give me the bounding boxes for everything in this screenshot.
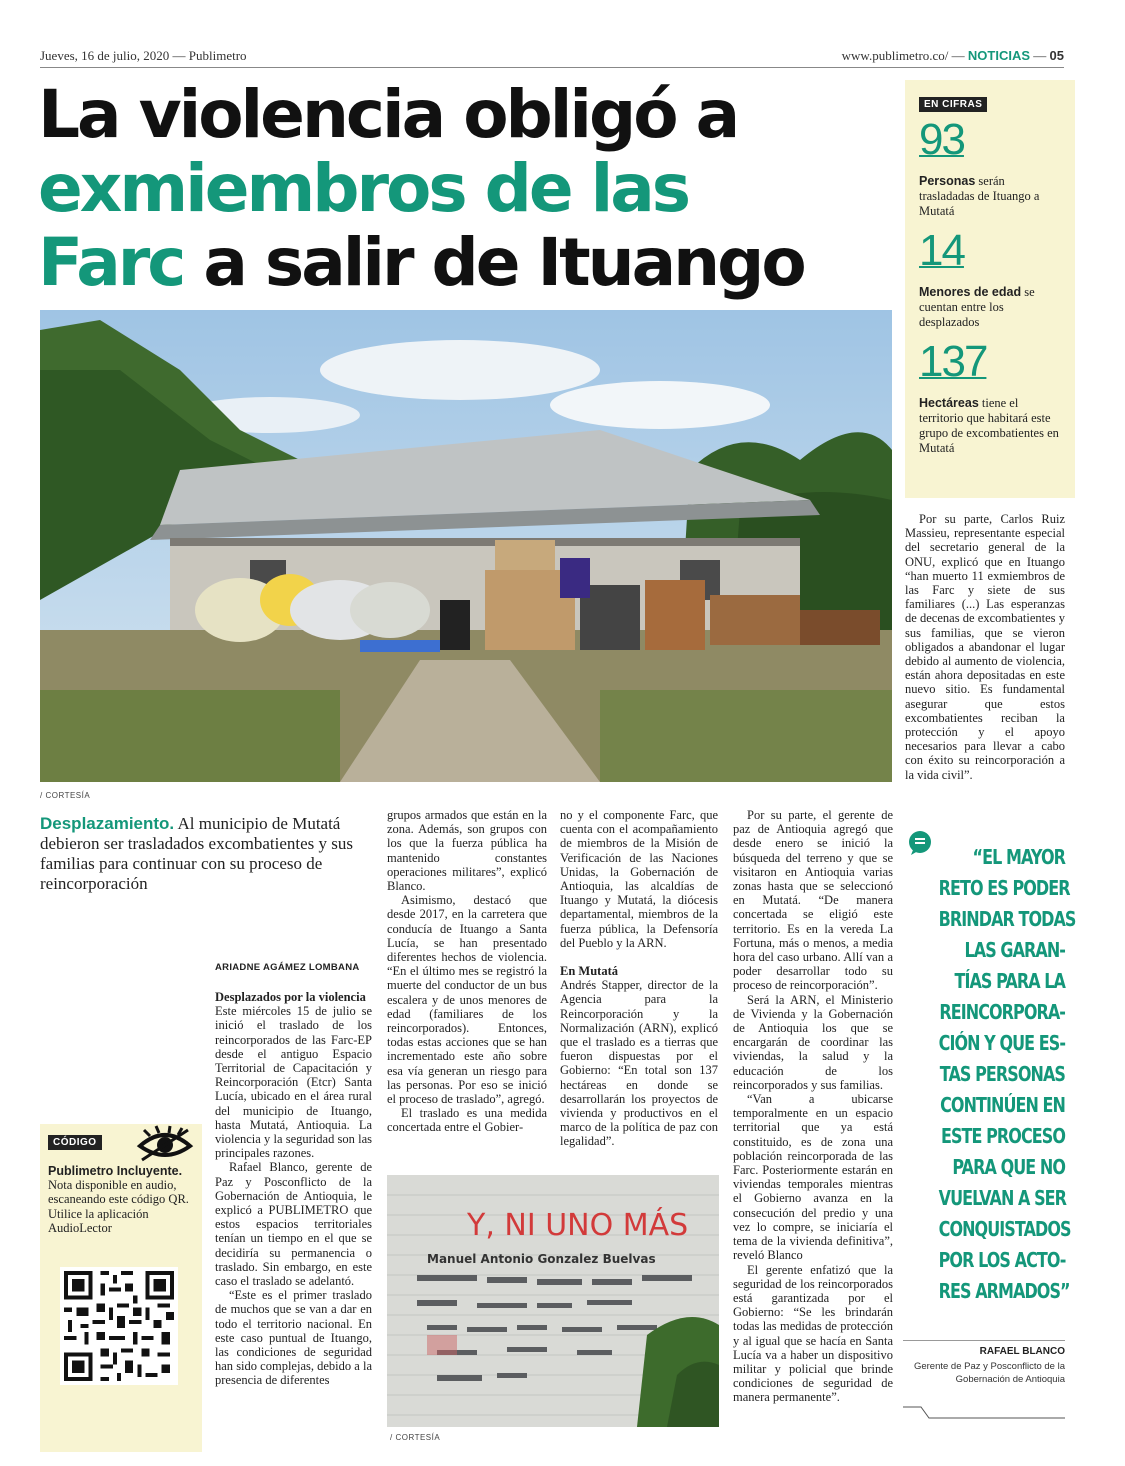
eye-icon (136, 1124, 194, 1162)
lede (40, 814, 370, 894)
main-photo (40, 310, 892, 782)
lede-kicker: Desplazamiento. (40, 814, 175, 833)
headline-line-3: a salir de Ituango (183, 224, 804, 301)
speech-bubble-icon (907, 830, 933, 856)
secondary-photo (387, 1175, 719, 1427)
paragraph: no y el componente Farc, que cuenta con el acompañamiento de miembros de la Misión de Verificación de las Naciones Unidas, la Gobernación de Antioquia, las alcaldías de Ituango y Mutatá, la diócesis departamental, miembros de la fuerza pública, la Defensoría del Pueblo y la ARN. (560, 808, 718, 950)
cifra-item (919, 226, 1063, 330)
page-separator: — (1033, 48, 1047, 63)
photo2-credit: / CORTESÍA (390, 1433, 441, 1442)
paragraph: El traslado es una medida concertada entre el Gobier- (387, 1106, 547, 1135)
website-link[interactable]: www.publimetro.co/ — (841, 48, 965, 63)
headline (38, 78, 898, 300)
paragraph: grupos armados que están en la zona. Además, son grupos con los que la fuerza pública ha mantenido constantes operaciones militares”, explicó Blanco. (387, 808, 547, 894)
codigo-text: Publimetro Incluyente. Nota disponible en audio, escaneando este código QR. Utilice la aplicación AudioLector (48, 1164, 189, 1235)
codigo-tag: CÓDIGO (48, 1135, 102, 1150)
article-column-2 (387, 808, 547, 1135)
paragraph: Este miércoles 15 de julio se inició el traslado de los reincorporados de las Farc-EP desde el antiguo Espacio Territorial de Capacitación y Reincorporación (Etcr) Santa Lucía, ubicado en el área rural del municipio de Ituango, hasta Mutatá, Antioquia. La violencia y la seguridad son las principales razones. (215, 1004, 372, 1161)
cifra-number: 14 (919, 226, 964, 275)
codigo-box (40, 1124, 202, 1452)
cifra-item (919, 337, 1063, 456)
headline-line-1: La violencia obligó a (38, 76, 738, 153)
lede-text: Al municipio de Mutatá debieron ser trasladados excombatientes y sus familias para continuar con su proceso de reincorporación (40, 814, 353, 893)
subhead: En Mutatá (560, 964, 618, 979)
camp-photo-illustration (40, 310, 892, 782)
cifra-description: Menores de edad se cuentan entre los desplazados (919, 285, 1035, 329)
paragraph: Será la ARN, el Ministerio de Vivienda y la Gobernación de Antioquia los que se encargarán de coordinar las viviendas, la salud y la educación de los reincorporados y sus familias. (733, 992, 893, 1092)
page-number: 05 (1049, 48, 1064, 63)
header-divider (40, 67, 1064, 68)
en-cifras-box (905, 80, 1075, 498)
headline-line-2: exmiembros de las (38, 150, 689, 227)
quote-author-role: Gerente de Paz y Posconflicto de la Gobernación de Antioquia (913, 1361, 1065, 1385)
paragraph: Rafael Blanco, gerente de Paz y Posconflicto de la Gobernación de Antioquia, le explicó a PUBLIMETRO que estos espacios territoriales tenían un tiempo en el que se decidiría su permanencia o traslado. Sin embargo, en este caso el traslado se adelantó. (215, 1160, 372, 1289)
article-column-4 (733, 808, 893, 1405)
section-name: NOTICIAS (967, 48, 1031, 63)
quote-text: “EL MAYOR RETO ES PODER BRINDAR TODAS LAS GARAN- TÍAS PARA LA REINCORPORA- CIÓN Y QUE ES- TAS PERSONAS CONTINÚEN EN ESTE PROCESO PARA QUE NO VUELVAN A SER CONQUISTADOS POR LOS ACTO- RES ARMADOS” (938, 845, 1076, 1303)
cifra-item (919, 115, 1063, 219)
article-column-3 (560, 808, 718, 1149)
right-column-text: Por su parte, Carlos Ruiz Massieu, representante especial del secretario general de la ONU, explicó que en Ituango “han muerto 11 exmiembros de las Farc y siete de sus familiares (...) Las esperanzas de decenas de excombatientes y sus familias, que se vieron obligados a abandonar el lugar debido al aumento de violencia, están ahora depositadas en este nuevo sitio. Es fundamental asegurar que estos excombatientes reciban la protección y el apoyo necesarios para llevar a cabo con éxito su reincorporación a la vida civil”. (905, 512, 1065, 782)
paragraph: Por su parte, el gerente de paz de Antioquia agregó que desde enero se inició la búsqueda del terreno y que se visitaron en Antioquia varias zonas hasta que se seleccionó en Mutatá. “De manera concertada se eligió este territorio. Es en la vereda La Fortuna, más o menos, a media hora del caso urbano. Allí van a poder desarrollar todo su proceso de reincorporación”. (733, 808, 893, 993)
paragraph: “Van a ubicarse temporalmente en un espacio territorial que ya está constituido, es de zona una población reincorporada de las Farc. Posteriormente estarán en viviendas temporales mientras el Gobierno avanza en la consecución del predio y una vez lo compre, se iniciaría el tema de la vivienda definitiva”, reveló Blanco (733, 1092, 893, 1263)
paragraph: “Este es el primer traslado de muchos que se van a dar en todo el territorio nacional. En este caso puntual de Ituango, las condiciones de seguridad han sido complejas, debido a la presencia de diferentes (215, 1288, 372, 1388)
cifra-description: Hectáreas tiene el territorio que habitará este grupo de excombatientes en Mutatá (919, 396, 1059, 455)
header-right (842, 48, 1064, 64)
article-column-1 (215, 990, 372, 1388)
byline: ARIADNE AGÁMEZ LOMBANA (215, 962, 360, 973)
subhead: Desplazados por la violencia (215, 990, 366, 1004)
quote-footer-rule (903, 1406, 1065, 1420)
paragraph: Asimismo, destacó que desde 2017, en la carretera que conducía de Ituango a Santa Lucía, se han presentado diferentes hechos de violencia. “En el último mes se registró la muerte del conductor de un bus escalera y de unos menores de edad (familiares de los reincorporados). Entonces, todas estas acciones que se han incrementado este año sobre esa vía generan un riesgo para las personas. Por eso se inició el proceso de traslado”, agregó. (387, 893, 547, 1107)
paragraph: El gerente enfatizó que la seguridad de los reincorporados está garantizada por el Gobierno: “Se les brindarán todas las medidas de protección y al igual que se hacía en Santa Lucía va a haber un dispositivo militar y policial que brinde condiciones de seguridad de manera permanente”. (733, 1262, 893, 1405)
quote-author: RAFAEL BLANCO (979, 1346, 1065, 1357)
page-header (40, 48, 1064, 66)
quote-divider (903, 1340, 1065, 1341)
wall-name: Manuel Antonio Gonzalez Buelvas (427, 1252, 656, 1266)
date-source: Jueves, 16 de julio, 2020 — Publimetro (40, 48, 247, 63)
photo-credit: / CORTESÍA (40, 791, 91, 800)
cifra-description: Personas serán trasladadas de Ituango a Mutatá (919, 174, 1040, 218)
cifra-number: 137 (919, 337, 987, 386)
memorial-wall-illustration (387, 1175, 719, 1427)
cifra-number: 93 (919, 115, 964, 164)
wall-slogan: Y, NI UNO MÁS (467, 1208, 689, 1243)
paragraph: Andrés Stapper, director de la Agencia para la Reincorporación y la Normalización (ARN), explicó que el traslado es a tierras que fueron dispuestas por el Gobierno: “En total son 137 hectáreas en donde se desarrollarán los proyectos de vivienda y productivos en el marco de la política de paz con legalidad”. (560, 978, 718, 1149)
qr-code[interactable] (60, 1267, 178, 1385)
headline-farc: Farc (38, 224, 184, 301)
en-cifras-tag: EN CIFRAS (919, 97, 987, 112)
